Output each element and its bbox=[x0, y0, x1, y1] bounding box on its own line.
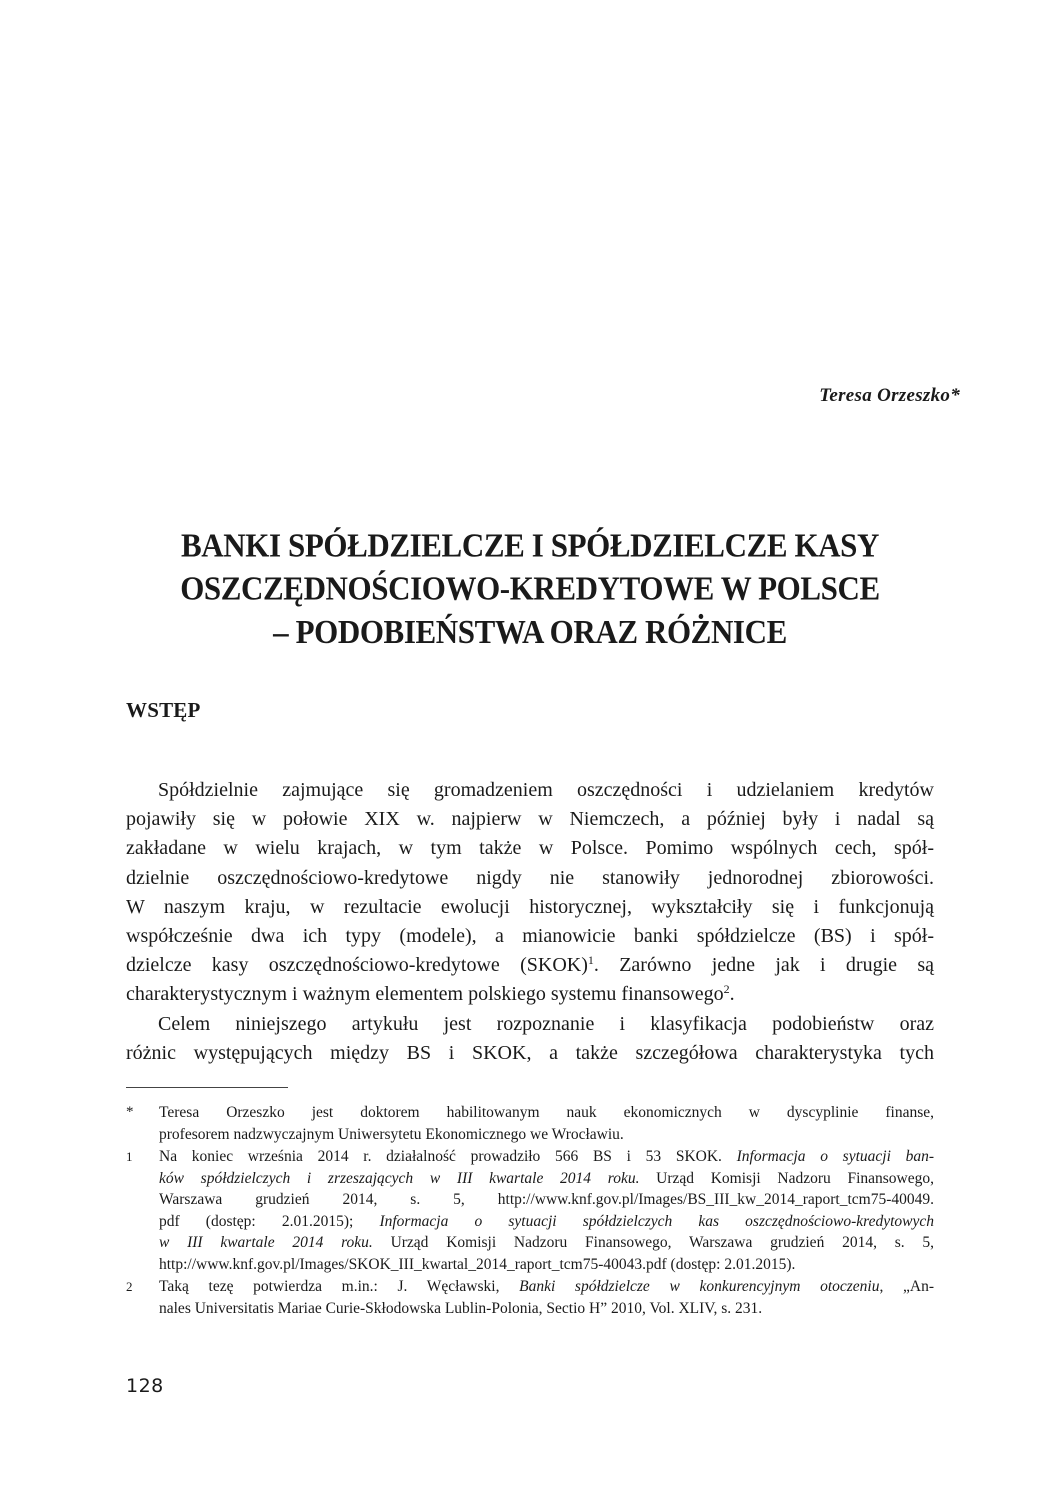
article-title bbox=[120, 524, 940, 654]
footnote-separator bbox=[126, 1087, 288, 1088]
footnote-source-title: Banki spółdzielcze w konkurencyjnym otoczeniu bbox=[519, 1278, 880, 1295]
footnote-text: Taką tezę potwierdza m.in.: J. Węcławski, bbox=[159, 1278, 520, 1295]
footnote-1 bbox=[126, 1146, 934, 1275]
footnote-mark: 2 bbox=[126, 1279, 133, 1294]
body-text-fragment: . Zarówno jedne jak i drugie są bbox=[593, 954, 934, 977]
title-line: OSZCZĘDNOŚCIOWO-KREDYTOWE W POLSCE bbox=[180, 569, 880, 608]
footnote-line bbox=[159, 1211, 934, 1233]
body-line: dzielnie oszczędnościowo-kredytowe nigdy nie stanowiły jednorodnej zbiorowości. bbox=[126, 866, 934, 889]
body-text-fragment: dzielcze kasy oszczędnościowo-kredytowe (SKOK) bbox=[126, 954, 588, 977]
footnote-2 bbox=[126, 1276, 934, 1319]
footnote-mark: * bbox=[126, 1104, 134, 1120]
footnote-text: Urząd Komisji Nadzoru Finansowego, Warszawa grudzień 2014, s. 5, bbox=[372, 1234, 934, 1251]
footnote-line bbox=[159, 1168, 934, 1190]
footnote-text: , „An- bbox=[879, 1278, 934, 1295]
footnote-source-title: Informacja o sytuacji ban- bbox=[736, 1148, 934, 1165]
body-line: pojawiły się w połowie XIX w. najpierw w Niemczech, a później były i nadal są bbox=[126, 808, 934, 831]
body-line: współcześnie dwa ich typy (modele), a mianowicie banki spółdzielcze (BS) i spół- bbox=[126, 925, 934, 948]
footnote-link-line[interactable]: http://www.knf.gov.pl/Images/SKOK_III_kwartal_2014_raport_tcm75-40043.pdf (dostęp: 2.01.2015). bbox=[159, 1255, 796, 1273]
footnote-source-title: ków spółdzielczych i zrzeszających w III kwartale 2014 roku. bbox=[159, 1169, 640, 1187]
footnote-ref[interactable]: 1 bbox=[587, 953, 594, 968]
author-name: Teresa Orzeszko* bbox=[819, 385, 960, 406]
title-line: – PODOBIEŃSTWA ORAZ RÓŻNICE bbox=[273, 612, 787, 651]
body-line bbox=[126, 980, 934, 1009]
footnote-text: Na koniec września 2014 r. działalność prowadziło 566 BS i 53 SKOK. bbox=[159, 1148, 737, 1165]
body-line bbox=[126, 951, 934, 980]
body-line: Celem niniejszego artykułu jest rozpoznanie i klasyfikacja podobieństw oraz bbox=[158, 1012, 934, 1035]
body-text-fragment: . bbox=[729, 983, 735, 1006]
body-paragraphs bbox=[126, 776, 934, 1068]
title-line: BANKI SPÓŁDZIELCZE I SPÓŁDZIELCZE KASY bbox=[181, 526, 879, 564]
body-line: zakładane w wielu krajach, w tym także w Polsce. Pomimo wspólnych cech, spół- bbox=[126, 837, 934, 860]
footnote-author bbox=[126, 1102, 934, 1145]
footnote-link-line[interactable]: Warszawa grudzień 2014, s. 5, http://www.knf.gov.pl/Images/BS_III_kw_2014_raport_tcm75-40049. bbox=[159, 1191, 934, 1208]
footnote-source-title: w III kwartale 2014 roku. bbox=[159, 1234, 373, 1251]
footnote-line bbox=[159, 1232, 934, 1254]
footnote-mark: 1 bbox=[126, 1149, 133, 1164]
body-line: Spółdzielnie zajmujące się gromadzeniem oszczędności i udzielaniem kredytów bbox=[158, 779, 934, 801]
body-line: W naszym kraju, w rezultacie ewolucji historycznej, wykształciły się i funkcjonują bbox=[126, 895, 934, 918]
footnote-line bbox=[159, 1276, 934, 1298]
footnote-line bbox=[159, 1146, 934, 1168]
footnote-line: profesorem nadzwyczajnym Uniwersytetu Ekonomicznego we Wrocławiu. bbox=[159, 1125, 624, 1143]
section-heading: WSTĘP bbox=[126, 698, 201, 722]
body-text-fragment: charakterystycznym i ważnym elementem polskiego systemu finansowego bbox=[126, 983, 724, 1006]
footnotes bbox=[126, 1102, 934, 1320]
footnote-text: Urząd Komisji Nadzoru Finansowego, bbox=[639, 1169, 935, 1187]
footnote-text: pdf (dostęp: 2.01.2015); bbox=[159, 1212, 380, 1230]
footnote-source-title: Informacja o sytuacji spółdzielczych kas oszczędnościowo-kredytowych bbox=[379, 1212, 934, 1230]
footnote-line: nales Universitatis Mariae Curie-Skłodowska Lublin-Polonia, Sectio H” 2010, Vol. XLIV, s. 231. bbox=[159, 1299, 763, 1317]
footnote-ref[interactable]: 2 bbox=[723, 982, 730, 997]
body-line: różnic występujących między BS i SKOK, a także szczegółowa charakterystyka tych bbox=[126, 1041, 934, 1064]
page-number: 128 bbox=[126, 1375, 164, 1397]
footnote-line: Teresa Orzeszko jest doktorem habilitowanym nauk ekonomicznych w dyscyplinie finanse, bbox=[159, 1104, 934, 1121]
